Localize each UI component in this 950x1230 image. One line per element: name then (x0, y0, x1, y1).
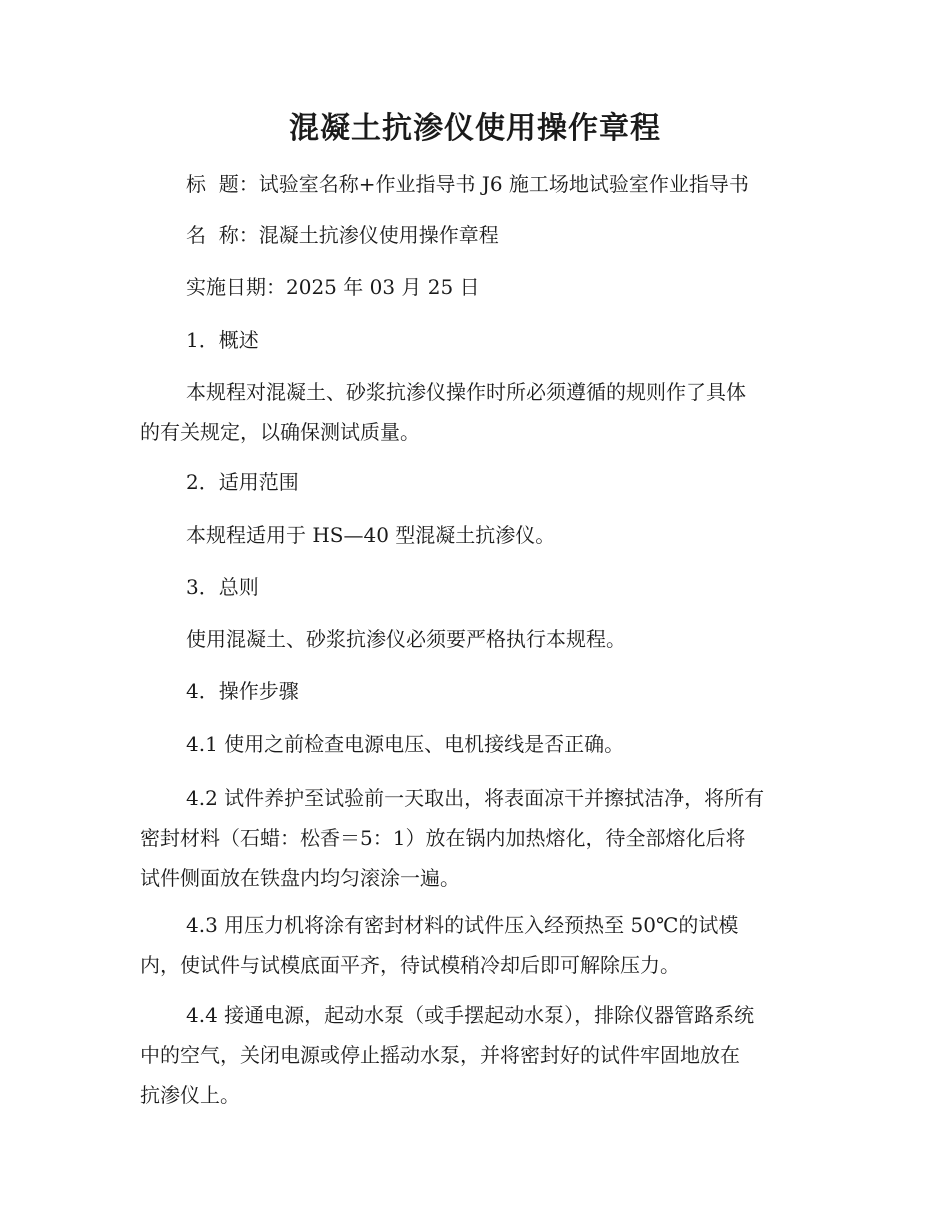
step-4-4-line: 4.4 接通电源，起动水泵（或手摆起动水泵），排除仪器管路系统 (186, 1003, 755, 1027)
section-1-body (140, 372, 820, 452)
document-title: 混凝土抗渗仪使用操作章程 (289, 111, 661, 146)
step-4-2 (140, 778, 820, 898)
step-4-4-line: 中的空气，关闭电源或停止摇动水泵，并将密封好的试件牢固地放在 (140, 1043, 740, 1067)
step-4-3-line: 4.3 用压力机将涂有密封材料的试件压入经预热至 50℃的试模 (186, 913, 739, 937)
meta-date-line (140, 267, 866, 307)
section-1-body-line: 本规程对混凝土、砂浆抗渗仪操作时所必须遵循的规则作了具体 (186, 380, 746, 404)
step-4-2-line: 试件侧面放在铁盘内均匀滚涂一遍。 (140, 866, 460, 890)
step-4-3 (140, 905, 820, 985)
meta-date-label: 实施日期： (186, 275, 286, 299)
meta-name-value: 混凝土抗渗仪使用操作章程 (258, 223, 499, 247)
section-3-heading: 3．总则 (186, 575, 259, 599)
section-1-heading: 1．概述 (186, 328, 259, 352)
meta-name-line (140, 215, 866, 255)
step-4-4-line: 抗渗仪上。 (140, 1083, 240, 1107)
section-1-body-line: 的有关规定，以确保测试质量。 (140, 420, 420, 444)
section-4-heading: 4．操作步骤 (186, 679, 299, 703)
step-4-4 (140, 995, 820, 1115)
section-2-body: 本规程适用于 HS—40 型混凝土抗渗仪。 (186, 523, 556, 547)
section-3-body: 使用混凝土、砂浆抗渗仪必须要严格执行本规程。 (186, 627, 626, 651)
meta-title-label: 标 题： (186, 172, 259, 196)
step-4-2-line: 密封材料（石蜡：松香＝5：1）放在锅内加热熔化，待全部熔化后将 (140, 826, 746, 850)
meta-title-value: 试验室名称+作业指导书 J6 施工场地试验室作业指导书 (258, 172, 749, 196)
meta-title-line (140, 164, 866, 204)
step-4-1: 4.1 使用之前检查电源电压、电机接线是否正确。 (186, 732, 625, 756)
meta-date-value: 2025 年 03 月 25 日 (286, 275, 480, 299)
meta-name-label: 名 称： (186, 223, 259, 247)
step-4-2-line: 4.2 试件养护至试验前一天取出，将表面凉干并擦拭洁净，将所有 (186, 786, 765, 810)
step-4-3-line: 内，使试件与试模底面平齐，待试模稍冷却后即可解除压力。 (140, 953, 680, 977)
section-2-heading: 2．适用范围 (186, 470, 299, 494)
